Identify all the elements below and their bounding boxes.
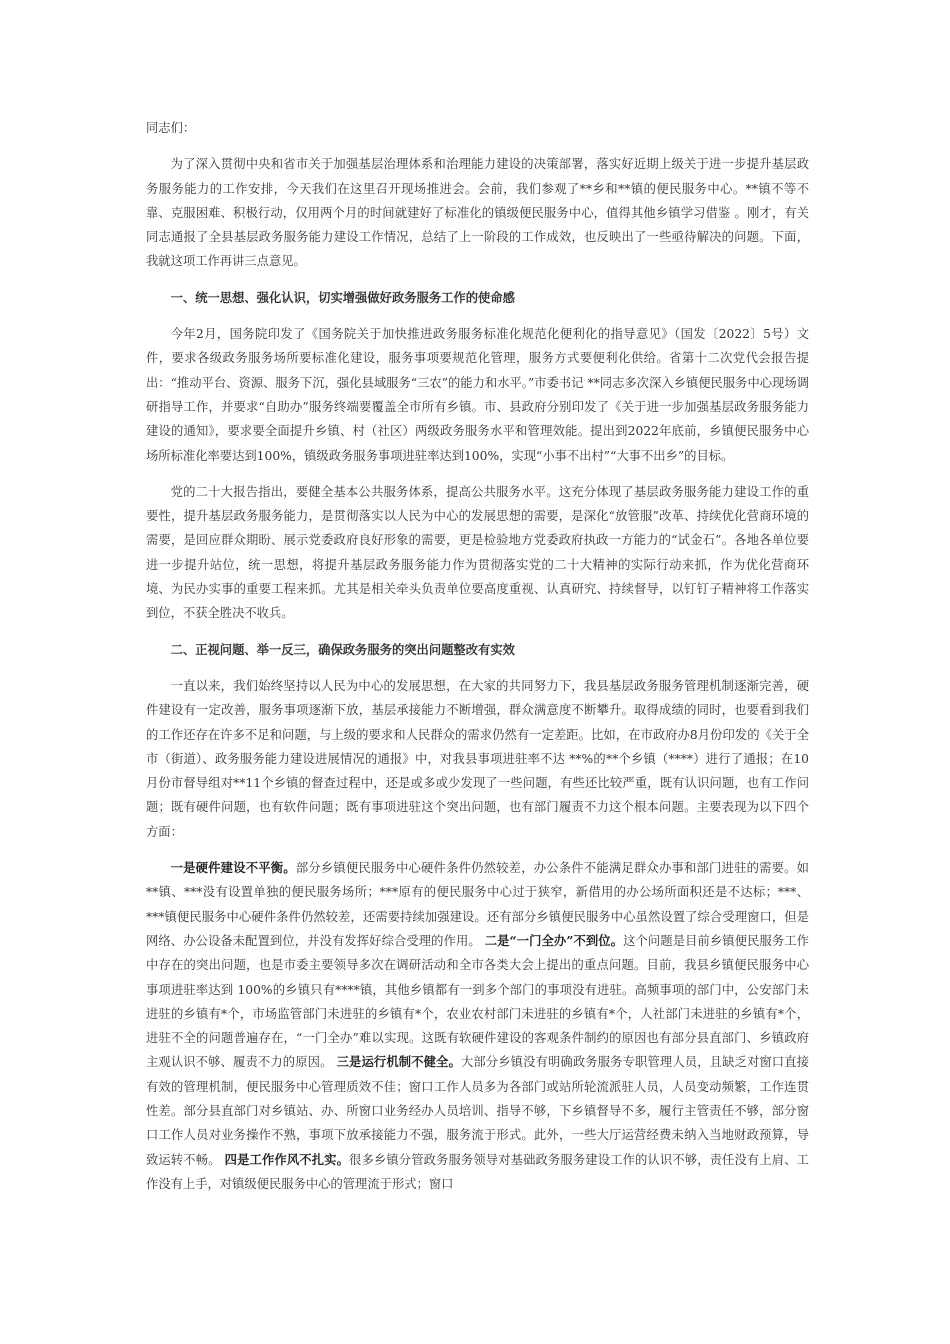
issue-1-title: 一是硬件建设不平衡。 (170, 860, 296, 876)
paragraph-importance: 党的二十大报告指出，要健全基本公共服务体系，提高公共服务水平。这充分体现了基层政务服务能力建设工作的重要性，提升基层政务服务能力，是贯彻落实以人民为中心的发展思想的需要，是深化“放管服”改革、持续优化营商环境的需要，是回应群众期盼、展示党委政府良好形象的需要，更是检验地方党委政府执政一方能力的“试金石”。各地各单位要进一步提升站位，统一思想，将提升基层政务服务能力作为贯彻落实党的二十大精神的实际行动来抓，作为优化营商环境、为民办实事的重要工程来抓。尤其是相关牵头负责单位要高度重视、认真研究、持续督导，以钉钉子精神将工作落实到位，不获全胜决不收兵。 (146, 484, 809, 621)
issue-2-title: 二是“一门全办”不到位。 (484, 932, 624, 948)
issue-3-title: 三是运行机制不健全。 (336, 1054, 461, 1070)
paragraph-problems: 一直以来，我们始终坚持以人民为中心的发展思想，在大家的共同努力下，我县基层政务服务管理机制逐渐完善，硬件建设有一定改善，服务事项逐渐下放，基层承接能力不断增强，群众满意度不断攀升。取得成绩的同时，也要看到我们的工作还存在许多不足和问题，与上级的要求和人民群众的需求仍然有一定差距。比如，在市政府办8月份印发的《关于全市（街道）、政务服务能力建设进展情况的通报》中，对我县事项进驻率不达 **%的**个乡镇（****）进行了通报；在10月份市督导组对**11个乡镇的督查过程中，还是或多或少发现了一些问题，有些还比较严重，既有认识问题，也有工作问题；既有硬件问题，也有软件问题；既有事项进驻这个突出问题，也有部门履责不力这个根本问题。主要表现为以下四个方面： (146, 678, 809, 839)
issue-1-text: 部分乡镇便民服务中心硬件条件仍然较差，办公条件不能满足群众办事和部门进驻的需要。如**镇、***没有设置单独的便民服务场所；***原有的便民服务中心过于狭窄，新借用的办公场所面积还是不达标；***、***镇便民服务中心硬件条件仍然较差，还需要持续加强建设。还有部分乡镇便民服务中心虽然设置了综合受理窗口，但是网络、办公设备未配置到位，并没有发挥好综合受理的作用。 (146, 861, 809, 948)
issue-4-text: 很多乡镇分管政务服务领导对基础政务服务建设工作的认识不够，责任没有上肩、工作没有上手，对镇级便民服务中心的管理流于形式；窗口 (146, 1152, 809, 1191)
issue-4-title: 四是工作作风不扎实。 (224, 1151, 350, 1167)
salutation: 同志们： (146, 121, 196, 135)
paragraph-policy: 今年2月，国务院印发了《国务院关于加快推进政务服务标准化规范化便利化的指导意见》（国发〔2022〕5号）文件，要求各级政务服务场所要标准化建设，服务事项要规范化管理，服务方式要便利化供给。省第十二次党代会报告提出：“推动平台、资源、服务下沉，强化县域服务“三农”的能力和水平。”市委书记 **同志多次深入乡镇便民服务中心现场调研指导工作，并要求“自助办”服务终端要覆盖全市所有乡镇。市、县政府分别印发了《关于进一步加强基层政务服务能力建设的通知》，要求要全面提升乡镇、村（社区）两级政务服务水平和管理效能。提出到2022年底前，乡镇便民服务中心场所标准化率要达到100%，镇级政务服务事项进驻率达到100%，实现“小事不出村”“大事不出乡”的目标。 (146, 327, 809, 463)
section-heading-1: 一、统一思想、强化认识，切实增强做好政务服务工作的使命感 (170, 289, 515, 305)
document-body (146, 116, 809, 1208)
section-heading-2: 二、正视问题、举一反三，确保政务服务的突出问题整改有实效 (170, 641, 515, 657)
paragraph-intro: 为了深入贯彻中央和省市关于加强基层治理体系和治理能力建设的决策部署，落实好近期上级关于进一步提升基层政务服务能力的工作安排，今天我们在这里召开现场推进会。会前，我们参观了**乡和**镇的便民服务中心。**镇不等不靠、克服困难、积极行动，仅用两个月的时间就建好了标准化的镇级便民服务中心，值得其他乡镇学习借鉴 。刚才，有关同志通报了全县基层政务服务能力建设工作情况，总结了上一阶段的工作成效，也反映出了一些亟待解决的问题。下面，我就这项工作再讲三点意见。 (146, 157, 809, 269)
issue-3-text: 大部分乡镇没有明确政务服务专职管理人员，且缺乏对窗口直接有效的管理机制，便民服务中心管理质效不佳；窗口工作人员多为各部门或站所轮流派驻人员，人员变动频繁，工作连贯性差。部分县直部门对乡镇站、办、所窗口业务经办人员培训、指导不够，下乡镇督导不多，履行主管责任不够，部分窗口工作人员对业务操作不熟，事项下放承接能力不强，服务流于形式。此外，一些大厅运营经费未纳入当地财政预算，导致运转不畅。 (146, 1055, 809, 1167)
issue-2-text: 这个问题是目前乡镇便民服务工作中存在的突出问题，也是市委主要领导多次在调研活动和全市各类大会上提出的重点问题。目前，我县乡镇便民服务中心事项进驻率达到 100%的乡镇只有****镇，其他乡镇都有一到多个部门的事项没有进驻。高频事项的部门中，公安部门未进驻的乡镇有*个，市场监管部门未进驻的乡镇有*个，农业农村部门未进驻的乡镇有*个，人社部门未进驻的乡镇有*个，进驻不全的问题普遍存在，“一门全办”难以实现。这既有软硬件建设的客观条件制约的原因也有部分县直部门、乡镇政府主观认识不够、履责不力的原因。 (146, 933, 809, 1070)
paragraph-four-issues (146, 856, 809, 1196)
